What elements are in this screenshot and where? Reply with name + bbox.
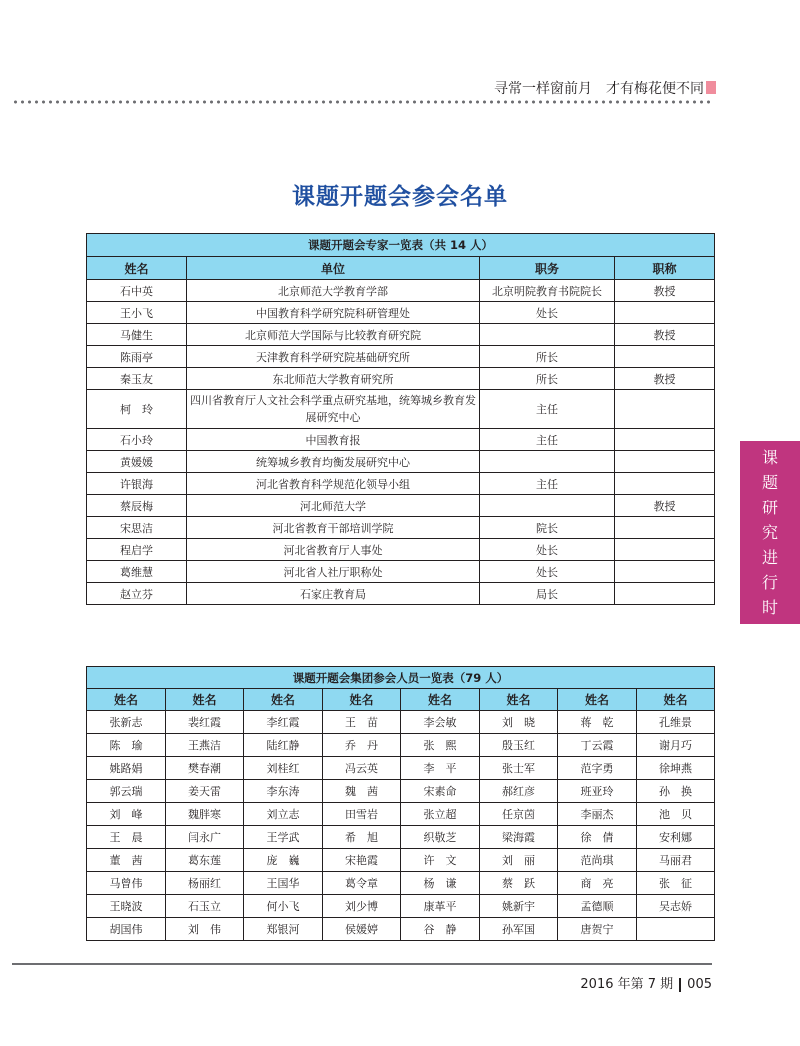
table-cell: 处长 <box>480 302 615 324</box>
table-cell: 刘 丽 <box>480 849 558 872</box>
table-cell: 孙 换 <box>637 780 715 803</box>
table-cell: 东北师范大学教育研究所 <box>187 368 480 390</box>
table-cell: 王国华 <box>244 872 323 895</box>
table-row <box>87 517 715 539</box>
section-tab-char: 进 <box>761 548 778 567</box>
section-tab <box>740 441 800 624</box>
column-header: 姓名 <box>637 689 715 711</box>
column-header: 姓名 <box>244 689 323 711</box>
table-cell: 教授 <box>615 495 715 517</box>
table-cell: 张新志 <box>87 711 166 734</box>
table-row <box>87 324 715 346</box>
table-cell: 任京茵 <box>480 803 558 826</box>
table-cell: 主任 <box>480 390 615 429</box>
section-tab-char: 究 <box>761 523 778 542</box>
table-cell: 姜天雷 <box>166 780 244 803</box>
footer-page-number: 005 <box>687 977 712 992</box>
table-cell: 康革平 <box>401 895 480 918</box>
table-cell: 胡国伟 <box>87 918 166 941</box>
table-cell: 王 苗 <box>323 711 401 734</box>
table-cell: 天津教育科学研究院基础研究所 <box>187 346 480 368</box>
table-cell: 中国教育科学研究院科研管理处 <box>187 302 480 324</box>
table-cell: 姚路娟 <box>87 757 166 780</box>
table-caption: 课题开题会专家一览表（共 14 人） <box>87 234 715 257</box>
table-cell: 班亚玲 <box>558 780 637 803</box>
table-cell: 王晓波 <box>87 895 166 918</box>
table-cell: 池 贝 <box>637 803 715 826</box>
table-cell: 王燕洁 <box>166 734 244 757</box>
table-cell: 河北省教育厅人事处 <box>187 539 480 561</box>
table-cell: 裴红霞 <box>166 711 244 734</box>
table-cell: 刘少博 <box>323 895 401 918</box>
table-cell: 李红霞 <box>244 711 323 734</box>
table-cell: 赵立芬 <box>87 583 187 605</box>
table-cell: 孟德顺 <box>558 895 637 918</box>
table-cell: 黄媛媛 <box>87 451 187 473</box>
table-row <box>87 803 715 826</box>
table-row <box>87 583 715 605</box>
table-cell: 徐坤燕 <box>637 757 715 780</box>
table-cell: 范尚琪 <box>558 849 637 872</box>
column-header: 姓名 <box>401 689 480 711</box>
table-row <box>87 495 715 517</box>
table-cell: 庞 巍 <box>244 849 323 872</box>
table-cell: 四川省教育厅人文社会科学重点研究基地，统筹城乡教育发展研究中心 <box>187 390 480 429</box>
table-row <box>87 346 715 368</box>
table-cell: 殷玉红 <box>480 734 558 757</box>
table-cell: 郑银河 <box>244 918 323 941</box>
table-cell: 樊春潮 <box>166 757 244 780</box>
table-cell: 处长 <box>480 539 615 561</box>
column-header: 姓名 <box>87 257 187 280</box>
table-cell: 孙军国 <box>480 918 558 941</box>
table-cell: 丁云霞 <box>558 734 637 757</box>
table-cell: 陈 瑜 <box>87 734 166 757</box>
page-title: 课题开题会参会名单 <box>292 184 508 210</box>
table-cell: 郝红彦 <box>480 780 558 803</box>
table-cell <box>480 324 615 346</box>
table-cell: 刘 晓 <box>480 711 558 734</box>
table-cell: 谢月巧 <box>637 734 715 757</box>
table-row <box>87 429 715 451</box>
table-cell: 葛令章 <box>323 872 401 895</box>
table-cell: 闫永广 <box>166 826 244 849</box>
table-row <box>87 711 715 734</box>
table-cell: 张 熙 <box>401 734 480 757</box>
footer-page-info <box>580 973 712 992</box>
table-cell: 石小玲 <box>87 429 187 451</box>
expert-table <box>86 233 715 605</box>
table-cell: 吴志娇 <box>637 895 715 918</box>
table-cell: 蔡 跃 <box>480 872 558 895</box>
column-header: 职务 <box>480 257 615 280</box>
table-cell <box>615 561 715 583</box>
table-cell: 梁海霞 <box>480 826 558 849</box>
table-row <box>87 826 715 849</box>
table-cell: 郭云瑞 <box>87 780 166 803</box>
table-row <box>87 734 715 757</box>
footer-issue: 2016 年第 7 期 <box>580 977 674 992</box>
table-cell: 徐 倩 <box>558 826 637 849</box>
column-header: 单位 <box>187 257 480 280</box>
table-cell: 宋艳霞 <box>323 849 401 872</box>
table-cell: 马健生 <box>87 324 187 346</box>
table-cell: 程启学 <box>87 539 187 561</box>
table-cell: 商 亮 <box>558 872 637 895</box>
table-caption: 课题开题会集团参会人员一览表（79 人） <box>87 667 715 689</box>
table-row <box>87 918 715 941</box>
table-cell <box>615 539 715 561</box>
table-cell: 许 文 <box>401 849 480 872</box>
table-cell: 魏 茜 <box>323 780 401 803</box>
table-cell: 主任 <box>480 429 615 451</box>
column-header: 姓名 <box>166 689 244 711</box>
column-header: 姓名 <box>558 689 637 711</box>
table-cell: 魏胖寒 <box>166 803 244 826</box>
table-cell: 教授 <box>615 368 715 390</box>
table-cell: 刘 峰 <box>87 803 166 826</box>
table-cell: 葛维慧 <box>87 561 187 583</box>
table-cell: 宋思洁 <box>87 517 187 539</box>
table-cell: 王学武 <box>244 826 323 849</box>
table-row <box>87 895 715 918</box>
table-cell <box>637 918 715 941</box>
table-row <box>87 872 715 895</box>
column-header: 姓名 <box>480 689 558 711</box>
table-cell: 冯云英 <box>323 757 401 780</box>
table-cell <box>615 451 715 473</box>
table-cell: 柯 玲 <box>87 390 187 429</box>
table-row <box>87 368 715 390</box>
table-cell: 马曾伟 <box>87 872 166 895</box>
table-row <box>87 780 715 803</box>
section-tab-char: 课 <box>761 448 778 467</box>
table-row <box>87 473 715 495</box>
table-cell: 马丽君 <box>637 849 715 872</box>
table-cell: 河北师范大学 <box>187 495 480 517</box>
table-header-row <box>87 689 715 711</box>
table-cell <box>615 390 715 429</box>
table-cell: 唐贺宁 <box>558 918 637 941</box>
table-row <box>87 757 715 780</box>
header-slogan: 寻常一样窗前月 才有梅花便不同 <box>494 81 704 97</box>
table-cell: 张 征 <box>637 872 715 895</box>
table-cell: 石玉立 <box>166 895 244 918</box>
table-cell: 河北省教育科学规范化领导小组 <box>187 473 480 495</box>
table-row <box>87 561 715 583</box>
table-cell: 统筹城乡教育均衡发展研究中心 <box>187 451 480 473</box>
table-cell: 宋素命 <box>401 780 480 803</box>
footer-rule <box>12 963 712 965</box>
table-cell: 中国教育报 <box>187 429 480 451</box>
table-cell: 石中英 <box>87 280 187 302</box>
section-tab-char: 时 <box>761 598 778 617</box>
section-tab-char: 行 <box>761 573 778 592</box>
table-cell: 秦玉友 <box>87 368 187 390</box>
table-cell: 所长 <box>480 346 615 368</box>
table-cell: 田雪岩 <box>323 803 401 826</box>
header-dotted-rule <box>12 99 712 105</box>
table-cell: 李东涛 <box>244 780 323 803</box>
column-header: 姓名 <box>323 689 401 711</box>
table-cell: 何小飞 <box>244 895 323 918</box>
table-cell: 所长 <box>480 368 615 390</box>
column-header: 职称 <box>615 257 715 280</box>
table-cell: 侯媛婷 <box>323 918 401 941</box>
table-header-row <box>87 257 715 280</box>
table-cell: 蒋 乾 <box>558 711 637 734</box>
table-cell: 李会敏 <box>401 711 480 734</box>
table-cell: 安利娜 <box>637 826 715 849</box>
table-cell: 希 旭 <box>323 826 401 849</box>
section-tab-char: 题 <box>761 473 778 492</box>
table-cell: 局长 <box>480 583 615 605</box>
table-cell: 织敬芝 <box>401 826 480 849</box>
table-cell: 张立超 <box>401 803 480 826</box>
table-cell: 董 茜 <box>87 849 166 872</box>
table-cell: 李 平 <box>401 757 480 780</box>
table-cell: 张士军 <box>480 757 558 780</box>
table-cell: 北京师范大学教育学部 <box>187 280 480 302</box>
table-cell: 王 晨 <box>87 826 166 849</box>
table-cell: 许银海 <box>87 473 187 495</box>
table-cell: 陈雨亭 <box>87 346 187 368</box>
table-cell: 杨 谦 <box>401 872 480 895</box>
table-cell: 院长 <box>480 517 615 539</box>
table-cell <box>615 346 715 368</box>
table-cell: 杨丽红 <box>166 872 244 895</box>
table-cell: 李丽杰 <box>558 803 637 826</box>
table-cell <box>615 517 715 539</box>
table-cell: 乔 丹 <box>323 734 401 757</box>
header-accent-square <box>706 81 716 94</box>
table-cell: 刘立志 <box>244 803 323 826</box>
section-tab-char: 研 <box>761 498 778 517</box>
column-header: 姓名 <box>87 689 166 711</box>
table-cell: 教授 <box>615 324 715 346</box>
table-cell: 孔维景 <box>637 711 715 734</box>
table-row <box>87 539 715 561</box>
table-cell: 陆红静 <box>244 734 323 757</box>
table-cell: 北京师范大学国际与比较教育研究院 <box>187 324 480 346</box>
group-table <box>86 666 715 941</box>
table-cell: 刘桂红 <box>244 757 323 780</box>
table-cell: 谷 静 <box>401 918 480 941</box>
table-row <box>87 451 715 473</box>
table-cell: 教授 <box>615 280 715 302</box>
footer-separator <box>679 978 681 992</box>
table-cell <box>615 473 715 495</box>
table-cell: 范字勇 <box>558 757 637 780</box>
table-row <box>87 280 715 302</box>
table-cell: 主任 <box>480 473 615 495</box>
table-cell <box>615 429 715 451</box>
table-cell <box>615 583 715 605</box>
table-cell: 姚新宇 <box>480 895 558 918</box>
table-cell: 刘 伟 <box>166 918 244 941</box>
table-cell: 河北省人社厅职称处 <box>187 561 480 583</box>
table-cell: 石家庄教育局 <box>187 583 480 605</box>
table-row <box>87 302 715 324</box>
table-cell <box>480 495 615 517</box>
table-row <box>87 390 715 429</box>
table-cell: 河北省教育干部培训学院 <box>187 517 480 539</box>
table-cell: 处长 <box>480 561 615 583</box>
table-cell <box>480 451 615 473</box>
table-cell: 北京明院教育书院院长 <box>480 280 615 302</box>
table-cell: 葛东莲 <box>166 849 244 872</box>
table-cell: 王小飞 <box>87 302 187 324</box>
table-row <box>87 849 715 872</box>
table-cell <box>615 302 715 324</box>
table-cell: 蔡辰梅 <box>87 495 187 517</box>
